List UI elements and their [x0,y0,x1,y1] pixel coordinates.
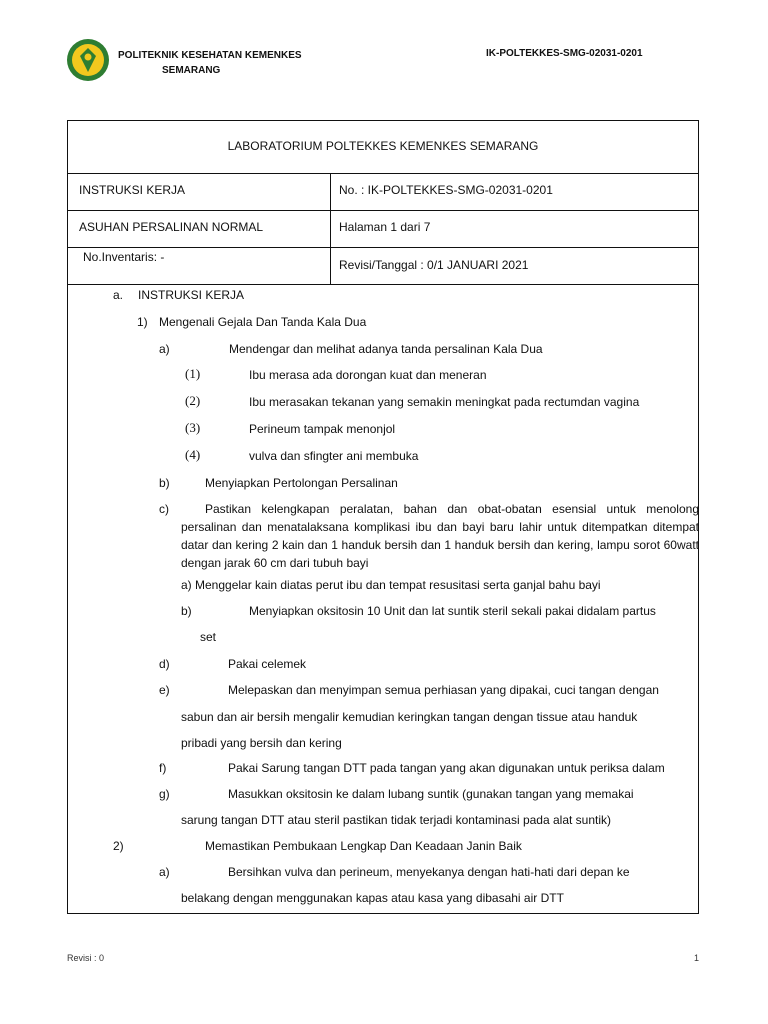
institution-name [118,48,302,78]
item-1d-text: Pakai celemek [228,657,307,671]
item-1c-marker: c) [159,502,169,516]
table-cell-title: ASUHAN PERSALINAN NORMAL [79,220,264,234]
item-2-marker: 2) [113,839,124,853]
sign-3-marker: (3) [185,420,201,435]
item-1d-marker: d) [159,657,170,671]
item-1-title: Mengenali Gejala Dan Tanda Kala Dua [159,315,367,329]
sign-3-text: Perineum tampak menonjol [249,422,396,436]
sign-2-text: Ibu merasakan tekanan yang semakin meningkat pada rectumdan vagina [249,395,640,409]
item-1a-marker: a) [159,342,170,356]
footer-page-number: 1 [694,953,700,963]
table-title: LABORATORIUM POLTEKKES KEMENKES SEMARANG [227,139,539,153]
sign-4-marker: (4) [185,447,201,462]
table-column-divider [330,173,331,284]
item-2a-line2: belakang dengan menggunakan kapas atau kasa yang dibasahi air DTT [181,891,564,905]
item-1e-marker: e) [159,683,170,697]
item-2-title: Memastikan Pembukaan Lengkap Dan Keadaan Janin Baik [205,839,522,853]
item-1b-marker: b) [159,476,170,490]
item-1e-text: Melepaskan dan menyimpan semua perhiasan yang dipakai, cuci tangan dengan [228,683,659,697]
table-divider [68,210,698,211]
footer-revision: Revisi : 0 [67,953,105,963]
institution-line1: POLITEKNIK KESEHATAN KEMENKES [118,50,302,61]
sub-b-marker: b) [181,604,192,618]
sign-1-marker: (1) [185,366,201,381]
document-code: IK-POLTEKKES-SMG-02031-0201 [486,48,643,59]
institution-logo [66,38,110,82]
item-1e-line2: sabun dan air bersih mengalir kemudian keringkan tangan dengan tissue atau handuk [181,710,638,724]
sub-a-text: a) Menggelar kain diatas perut ibu dan tempat resusitasi serta ganjal bahu bayi [181,578,601,592]
table-cell-page: Halaman 1 dari 7 [339,220,431,234]
table-divider [68,247,698,248]
item-1-marker: 1) [137,315,148,329]
sub-b-text: Menyiapkan oksitosin 10 Unit dan lat suntik steril sekali pakai didalam partus [249,604,656,618]
item-1c-text: Pastikan kelengkapan peralatan, bahan dan obat-obatan esensial untuk menolong persalinan dan menatalaksana komplikasi ibu dan bayi baru lahir untuk ditempatkan ditempat datar dan kering 2 kain dan 1 handuk bersih dan 1 handuk bersih dan kering, lampu sorot 60watt dengan jarak 60 cm dari tubuh bayi [181,502,699,570]
item-1g-text: Masukkan oksitosin ke dalam lubang suntik (gunakan tangan yang memakai [228,787,634,801]
institution-line2: SEMARANG [162,65,221,76]
table-divider [68,284,698,285]
item-1e-line3: pribadi yang bersih dan kering [181,736,342,750]
table-cell-instruksi: INSTRUKSI KERJA [79,183,186,197]
item-1b-text: Menyiapkan Pertolongan Persalinan [205,476,398,490]
table-cell-doc-number: No. : IK-POLTEKKES-SMG-02031-0201 [339,183,553,197]
sign-1-text: Ibu merasa ada dorongan kuat dan meneran [249,368,487,382]
sign-4-text: vulva dan sfingter ani membuka [249,449,419,463]
item-1f-text: Pakai Sarung tangan DTT pada tangan yang akan digunakan untuk periksa dalam [228,761,665,775]
sub-b-continuation: set [200,630,217,644]
section-a-title: INSTRUKSI KERJA [138,288,245,302]
item-2a-marker: a) [159,865,170,879]
item-1a-text: Mendengar dan melihat adanya tanda persalinan Kala Dua [229,342,543,356]
section-a-marker: a. [113,288,124,302]
item-1f-marker: f) [159,761,167,775]
sign-2-marker: (2) [185,393,201,408]
table-cell-inventory: No.Inventaris: - [83,250,165,264]
item-2a-text: Bersihkan vulva dan perineum, menyekanya dengan hati-hati dari depan ke [228,865,630,879]
item-1g-line2: sarung tangan DTT atau steril pastikan tidak terjadi kontaminasi pada alat suntik) [181,813,612,827]
table-cell-revision: Revisi/Tanggal : 0/1 JANUARI 2021 [339,258,529,272]
table-divider [68,173,698,174]
item-1g-marker: g) [159,787,170,801]
